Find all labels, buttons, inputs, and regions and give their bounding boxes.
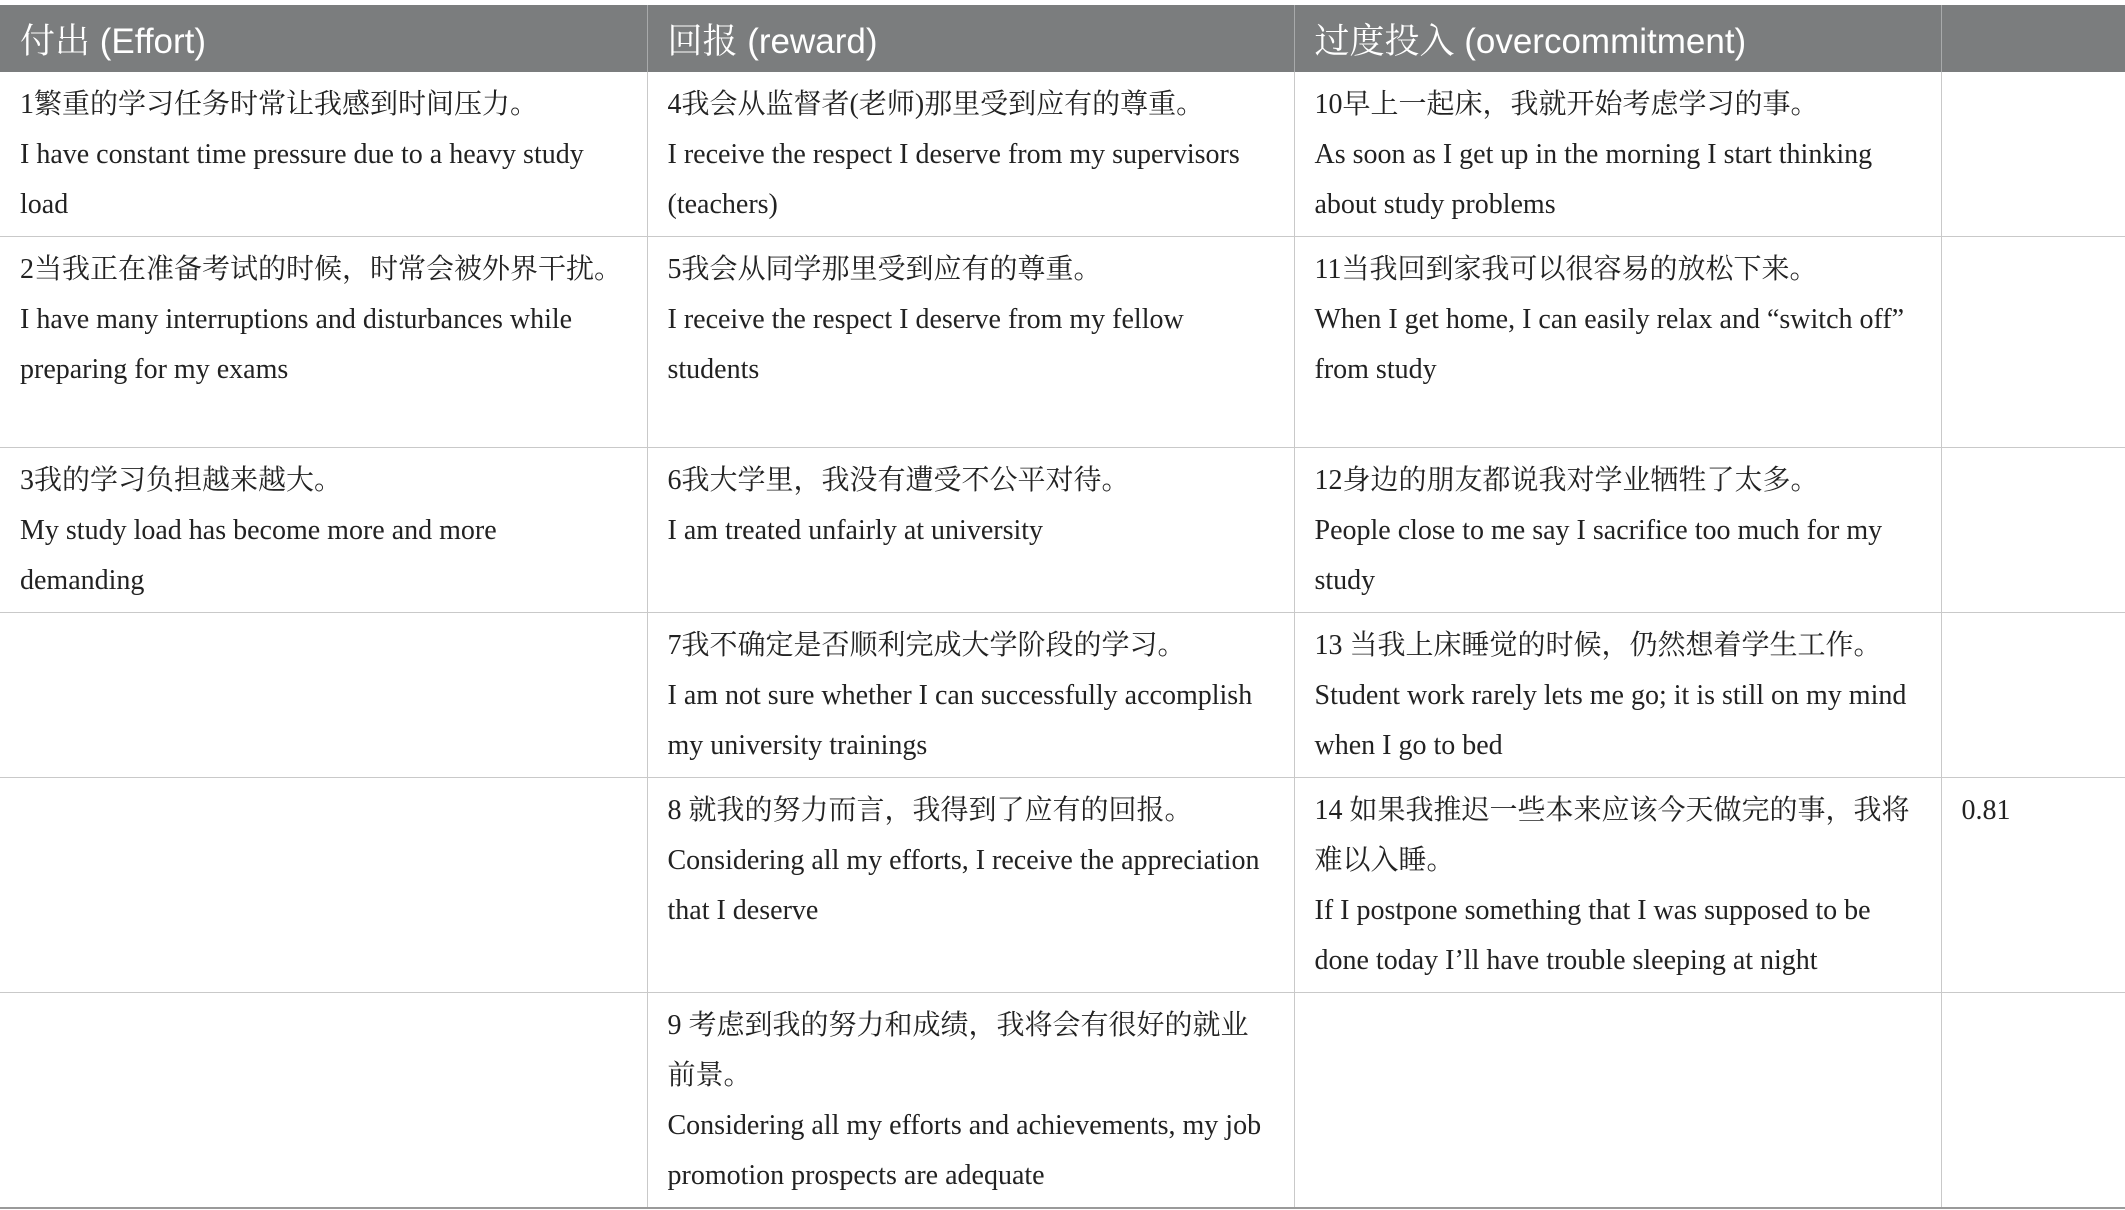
overcommitment-cell [1294,72,1941,237]
overcommitment-item-en: Student work rarely lets me go; it is still on my mind when I go to bed [1314,680,1907,761]
effort-cell [0,72,647,237]
effort-item-zh: 3我的学习负担越来越大。 [20,465,343,496]
overcommitment-cell [1294,778,1941,993]
overcommitment-cell [1294,448,1941,613]
reward-item-en: I am not sure whether I can successfully accomplish my university trainings [667,680,1253,761]
reward-cell [647,72,1294,237]
table-body [0,72,2125,1208]
overcommitment-item-zh: 10早上一起床，我就开始考虑学习的事。 [1314,89,1819,120]
overcommitment-item-zh: 13 当我上床睡觉的时候，仍然想着学生工作。 [1314,630,1882,661]
table-row [0,993,2125,1209]
reward-item-zh: 8 就我的努力而言，我得到了应有的回报。 [667,795,1193,826]
header-effort: 付出 (Effort) [0,5,647,72]
value-cell: 0.81 [1941,778,2125,993]
table-row [0,613,2125,778]
overcommitment-item-zh: 14 如果我推迟一些本来应该今天做完的事，我将难以入睡。 [1314,795,1910,876]
reward-item-zh: 4我会从监督者(老师)那里受到应有的尊重。 [667,89,1205,120]
table-row [0,72,2125,237]
reward-item-zh: 6我大学里，我没有遭受不公平对待。 [667,465,1130,496]
overcommitment-item-en: People close to me say I sacrifice too much for my study [1314,515,1883,596]
value-cell [1941,993,2125,1209]
reward-item-zh: 5我会从同学那里受到应有的尊重。 [667,254,1102,285]
questionnaire-table-container [0,5,2125,1209]
reward-item-zh: 7我不确定是否顺利完成大学阶段的学习。 [667,630,1186,661]
overcommitment-item-zh: 12身边的朋友都说我对学业牺牲了太多。 [1314,465,1819,496]
overcommitment-item-zh: 11当我回到家我可以很容易的放松下来。 [1314,254,1818,285]
reward-item-zh: 9 考虑到我的努力和成绩，我将会有很好的就业前景。 [667,1010,1249,1091]
overcommitment-item-en: As soon as I get up in the morning I start thinking about study problems [1314,139,1873,220]
overcommitment-cell [1294,237,1941,448]
effort-item-en: I have many interruptions and disturbances while preparing for my exams [20,304,573,385]
reward-item-en: I receive the respect I deserve from my fellow students [667,304,1184,385]
effort-cell [0,778,647,993]
table-row [0,448,2125,613]
effort-item-en: I have constant time pressure due to a heavy study load [20,139,584,220]
value-cell [1941,613,2125,778]
value-cell [1941,448,2125,613]
value-cell [1941,72,2125,237]
effort-cell [0,993,647,1209]
overcommitment-cell [1294,993,1941,1209]
reward-cell [647,448,1294,613]
header-overcommitment: 过度投入 (overcommitment) [1294,5,1941,72]
reward-cell [647,993,1294,1209]
table-header [0,5,2125,72]
reward-item-en: I receive the respect I deserve from my supervisors (teachers) [667,139,1240,220]
overcommitment-cell [1294,613,1941,778]
value-cell [1941,237,2125,448]
overcommitment-item-en: If I postpone something that I was supposed to be done today I’ll have trouble sleeping at night [1314,895,1871,976]
reward-item-en: Considering all my efforts, I receive the appreciation that I deserve [667,845,1260,926]
reward-cell [647,613,1294,778]
reward-item-en: Considering all my efforts and achievements, my job promotion prospects are adequate [667,1110,1262,1191]
overcommitment-item-en: When I get home, I can easily relax and “switch off” from study [1314,304,1905,385]
table-row [0,778,2125,993]
effort-cell [0,448,647,613]
header-row [0,5,2125,72]
effort-cell [0,613,647,778]
effort-item-zh: 2当我正在准备考试的时候，时常会被外界干扰。 [20,254,623,285]
effort-item-en: My study load has become more and more demanding [20,515,497,596]
header-reward: 回报 (reward) [647,5,1294,72]
questionnaire-table [0,5,2125,1209]
header-value [1941,5,2125,72]
reward-item-en: I am treated unfairly at university [667,515,1044,546]
effort-item-zh: 1繁重的学习任务时常让我感到时间压力。 [20,89,539,120]
reward-cell [647,778,1294,993]
effort-cell [0,237,647,448]
table-row [0,237,2125,448]
reward-cell [647,237,1294,448]
